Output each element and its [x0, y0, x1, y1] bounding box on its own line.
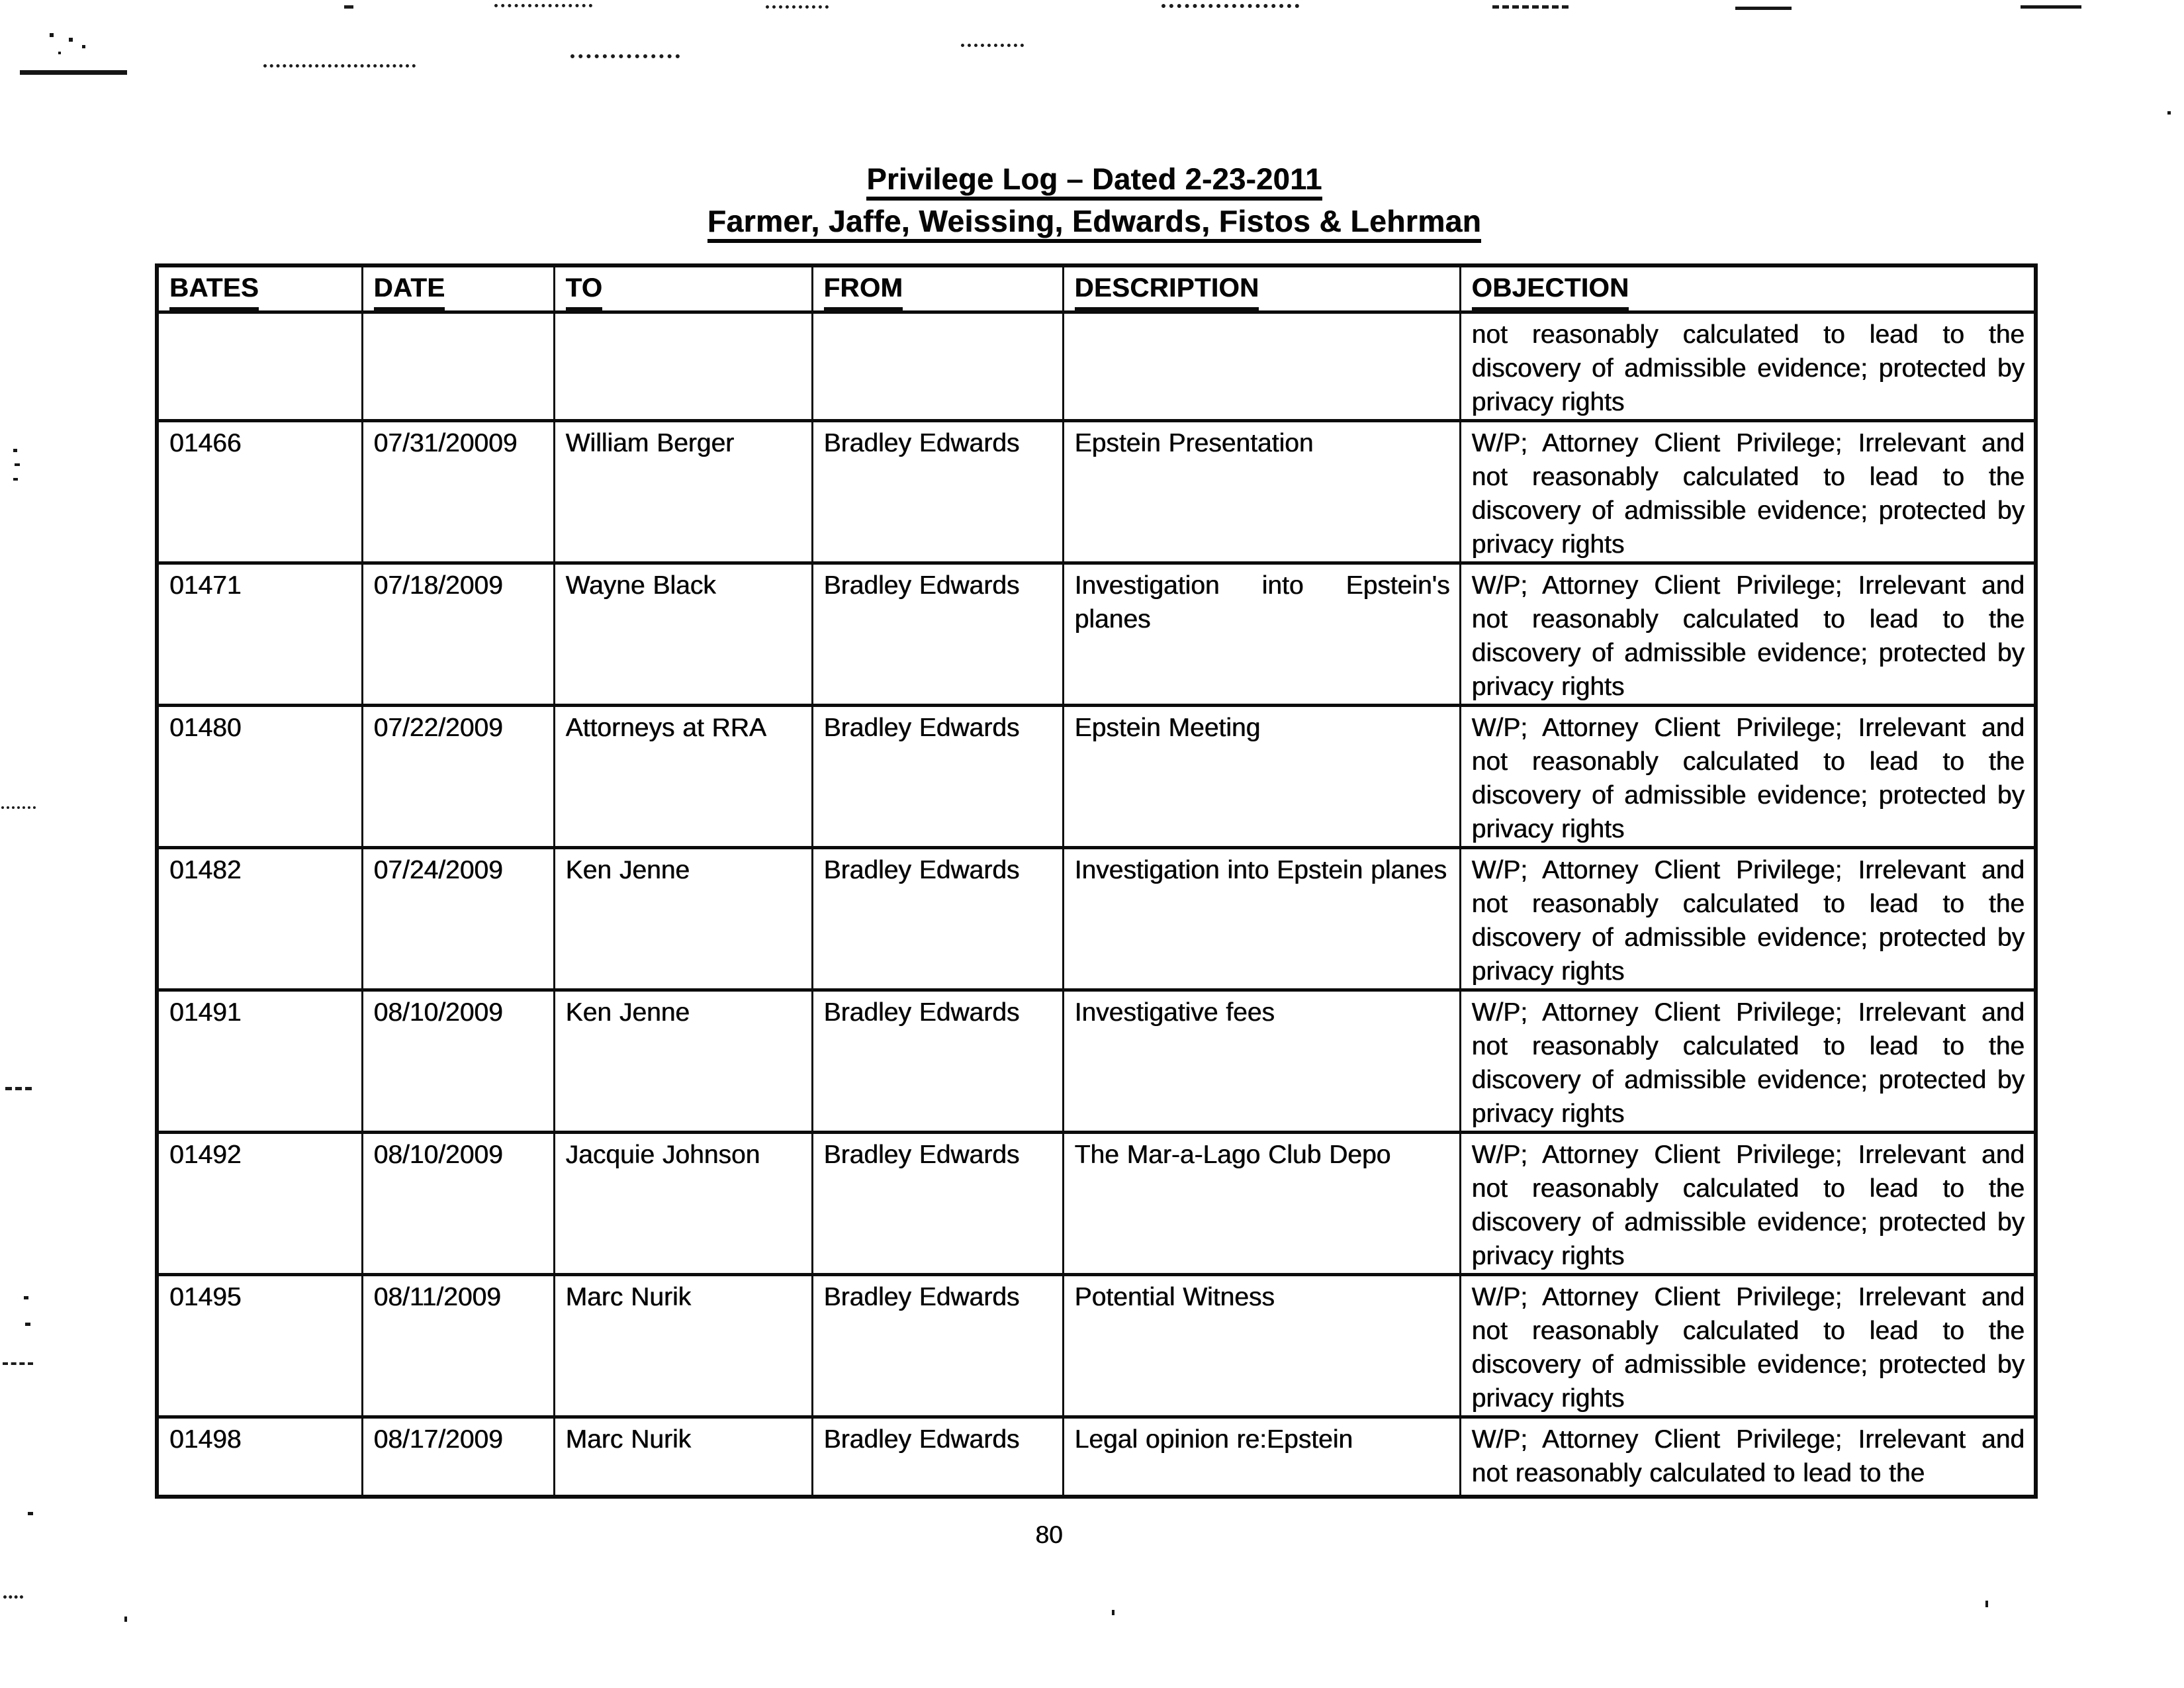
- cell-to: Jacquie Johnson: [554, 1133, 812, 1275]
- cell-date: 08/10/2009: [362, 990, 554, 1133]
- scan-artifact: [263, 64, 416, 68]
- table-row: [157, 421, 2036, 563]
- scan-artifact: [5, 1087, 32, 1090]
- cell-to: [554, 312, 812, 421]
- table-row: [157, 1275, 2036, 1417]
- cell-date: 08/11/2009: [362, 1275, 554, 1417]
- cell-bates: 01471: [157, 563, 362, 706]
- column-header-date: DATE: [362, 265, 554, 312]
- cell-to: Ken Jenne: [554, 990, 812, 1133]
- cell-bates: 01491: [157, 990, 362, 1133]
- table-row-carryover: [157, 312, 2036, 421]
- document-title: [155, 164, 2034, 243]
- cell-description: [1063, 312, 1460, 421]
- cell-objection: W/P; Attorney Client Privilege; Irrelevant and not reasonably calculated to lead to the discovery of admissible evidence; protected by privacy rights: [1460, 563, 2036, 706]
- scan-artifact: [2021, 5, 2081, 9]
- column-header-from: FROM: [812, 265, 1063, 312]
- scan-artifact: [3, 1362, 33, 1365]
- table-row: [157, 1133, 2036, 1275]
- scan-artifact: [20, 70, 127, 75]
- cell-objection: W/P; Attorney Client Privilege; Irrelevant and not reasonably calculated to lead to the discovery of admissible evidence; protected by privacy rights: [1460, 1133, 2036, 1275]
- cell-date: 08/17/2009: [362, 1417, 554, 1497]
- column-header-to: TO: [554, 265, 812, 312]
- scan-artifact: [1112, 1610, 1115, 1615]
- cell-from: Bradley Edwards: [812, 706, 1063, 848]
- cell-date: [362, 312, 554, 421]
- cell-from: [812, 312, 1063, 421]
- cell-date: 07/18/2009: [362, 563, 554, 706]
- cell-description: Epstein Meeting: [1063, 706, 1460, 848]
- cell-to: Marc Nurik: [554, 1275, 812, 1417]
- scan-artifact: [13, 449, 17, 452]
- cell-from: Bradley Edwards: [812, 848, 1063, 990]
- cell-objection: W/P; Attorney Client Privilege; Irrelevant and not reasonably calculated to lead to the discovery of admissible evidence; protected by privacy rights: [1460, 1275, 2036, 1417]
- cell-description: Potential Witness: [1063, 1275, 1460, 1417]
- column-header-objection: OBJECTION: [1460, 265, 2036, 312]
- scan-artifact: [82, 45, 85, 48]
- cell-objection: W/P; Attorney Client Privilege; Irrelevant and not reasonably calculated to lead to the discovery of admissible evidence; protected by privacy rights: [1460, 990, 2036, 1133]
- cell-objection: W/P; Attorney Client Privilege; Irrelevant and not reasonably calculated to lead to the discovery of admissible evidence; protected by privacy rights: [1460, 421, 2036, 563]
- column-header-description: DESCRIPTION: [1063, 265, 1460, 312]
- cell-description: Legal opinion re:Epstein: [1063, 1417, 1460, 1497]
- scan-artifact: [1985, 1601, 1988, 1607]
- cell-objection: not reasonably calculated to lead to the discovery of admissible evidence; protected by privacy rights: [1460, 312, 2036, 421]
- title-line-2: Farmer, Jaffe, Weissing, Edwards, Fistos & Lehrman: [707, 206, 1481, 243]
- cell-objection: W/P; Attorney Client Privilege; Irrelevant and not reasonably calculated to lead to the discovery of admissible evidence; protected by privacy rights: [1460, 706, 2036, 848]
- privilege-log-table: [155, 263, 2034, 1499]
- cell-bates: 01498: [157, 1417, 362, 1497]
- table-row: [157, 1417, 2036, 1497]
- cell-objection: W/P; Attorney Client Privilege; Irrelevant and not reasonably calculated to lead to the discovery of admissible evidence; protected by privacy rights: [1460, 848, 2036, 990]
- scan-artifact: [494, 4, 592, 7]
- scan-artifact: [2167, 111, 2171, 115]
- scan-artifact: [1, 806, 36, 809]
- scan-artifact: [3, 1595, 23, 1599]
- cell-bates: 01492: [157, 1133, 362, 1275]
- scan-artifact: [25, 1323, 30, 1326]
- cell-bates: 01482: [157, 848, 362, 990]
- cell-to: William Berger: [554, 421, 812, 563]
- scan-artifact: [1161, 4, 1299, 8]
- page-number: 80: [1035, 1521, 1063, 1548]
- column-header-bates: BATES: [157, 265, 362, 312]
- cell-from: Bradley Edwards: [812, 563, 1063, 706]
- cell-bates: 01480: [157, 706, 362, 848]
- table-row: [157, 706, 2036, 848]
- scan-artifact: [58, 52, 61, 54]
- cell-from: Bradley Edwards: [812, 421, 1063, 563]
- cell-to: Ken Jenne: [554, 848, 812, 990]
- scan-artifact: [344, 5, 353, 9]
- table-header-row: [157, 265, 2036, 312]
- cell-description: Investigation into Epstein's planes: [1063, 563, 1460, 706]
- scan-artifact: [13, 478, 18, 481]
- scan-artifact: [766, 5, 829, 9]
- scan-artifact: [1735, 7, 1792, 10]
- scan-artifact: [570, 54, 680, 58]
- table-row: [157, 563, 2036, 706]
- cell-description: The Mar-a-Lago Club Depo: [1063, 1133, 1460, 1275]
- table-row: [157, 990, 2036, 1133]
- cell-description: Investigative fees: [1063, 990, 1460, 1133]
- cell-date: 07/22/2009: [362, 706, 554, 848]
- cell-from: Bradley Edwards: [812, 1417, 1063, 1497]
- cell-bates: [157, 312, 362, 421]
- cell-to: Marc Nurik: [554, 1417, 812, 1497]
- scan-artifact: [1492, 5, 1569, 9]
- cell-date: 07/24/2009: [362, 848, 554, 990]
- cell-from: Bradley Edwards: [812, 1133, 1063, 1275]
- cell-bates: 01495: [157, 1275, 362, 1417]
- cell-from: Bradley Edwards: [812, 990, 1063, 1133]
- cell-bates: 01466: [157, 421, 362, 563]
- scan-artifact: [15, 463, 20, 466]
- cell-to: Wayne Black: [554, 563, 812, 706]
- cell-to: Attorneys at RRA: [554, 706, 812, 848]
- scan-artifact: [69, 38, 73, 42]
- scan-artifact: [28, 1512, 33, 1515]
- title-line-1: Privilege Log – Dated 2-23-2011: [866, 164, 1322, 201]
- cell-date: 07/31/20009: [362, 421, 554, 563]
- scan-artifact: [124, 1617, 127, 1622]
- cell-from: Bradley Edwards: [812, 1275, 1063, 1417]
- cell-description: Investigation into Epstein planes: [1063, 848, 1460, 990]
- cell-objection: W/P; Attorney Client Privilege; Irrelevant and not reasonably calculated to lead to the: [1460, 1417, 2036, 1497]
- table-row: [157, 848, 2036, 990]
- scan-artifact: [24, 1296, 28, 1299]
- scan-artifact: [50, 33, 54, 37]
- cell-description: Epstein Presentation: [1063, 421, 1460, 563]
- cell-date: 08/10/2009: [362, 1133, 554, 1275]
- scan-artifact: [961, 44, 1024, 47]
